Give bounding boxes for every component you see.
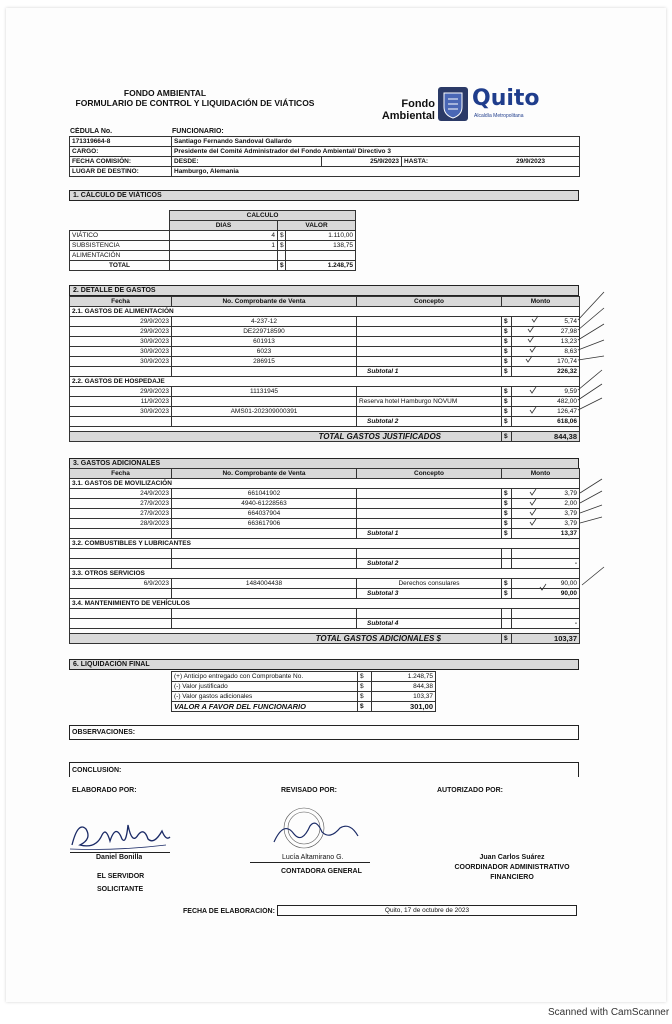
subtotal-2-value: 618,06 (512, 417, 580, 427)
lugar-label: LUGAR DE DESTINO: (70, 167, 172, 177)
fecha-header: Fecha (70, 297, 172, 307)
row-comprobante: 6023 (172, 347, 357, 357)
subtotal-2-label: Subtotal 2 (357, 559, 502, 569)
total-adicionales-value: 103,37 (512, 634, 580, 644)
row-comprobante: 601913 (172, 337, 357, 347)
signer-3-name: Juan Carlos Suárez (479, 854, 545, 861)
row-monto: 126,47 (512, 407, 580, 417)
valor-a-favor-label: VALOR A FAVOR DEL FUNCIONARIO (172, 702, 358, 712)
gastos-adicionales-label: (-) Valor gastos adicionales (172, 692, 358, 702)
subtotal-4-value: - (512, 619, 580, 629)
row-concepto: Derechos consulares (357, 579, 502, 589)
currency-symbol: $ (502, 317, 512, 327)
currency-symbol: $ (278, 231, 286, 241)
row-concepto (357, 407, 502, 417)
row-concepto (357, 519, 502, 529)
concepto-header: Concepto (357, 297, 502, 307)
signature-daniel-image (66, 815, 176, 857)
elaborado-label: ELABORADO POR: (72, 787, 137, 794)
row-fecha: 27/9/2023 (70, 509, 172, 519)
funcionario-label: FUNCIONARIO: (172, 128, 224, 135)
total-value: 1.248,75 (286, 261, 356, 271)
cargo-label: CARGO: (70, 147, 172, 157)
row-monto: 8,63 (512, 347, 580, 357)
logo-fondo-text: Fondo (401, 98, 435, 110)
comprobante-header: No. Comprobante de Venta (172, 469, 357, 479)
row-comprobante: 4-237-12 (172, 317, 357, 327)
row-concepto (357, 499, 502, 509)
signer-3-role-a: COORDINADOR ADMINISTRATIVO (454, 864, 570, 871)
row-fecha: 6/9/2023 (70, 579, 172, 589)
row-monto: 170,74 (512, 357, 580, 367)
section-3-title: 3. GASTOS ADICIONALES (69, 458, 579, 469)
funcionario-value: Santiago Fernando Sandoval Gallardo (172, 137, 580, 147)
currency-symbol: $ (502, 499, 512, 509)
currency-symbol: $ (358, 682, 372, 692)
signer-1-name: Daniel Bonilla (96, 854, 143, 861)
currency-symbol: $ (502, 337, 512, 347)
currency-symbol: $ (358, 692, 372, 702)
table-row (172, 692, 436, 702)
logo-quito-text: Quito (472, 86, 540, 111)
subsistencia-valor: 138,75 (286, 241, 356, 251)
row-comprobante (172, 397, 357, 407)
signer-2-name: Lucía Altamirano G. (282, 854, 344, 861)
hospedaje-subtitle: 2.2. GASTOS DE HOSPEDAJE (70, 377, 580, 387)
fecha-header: Fecha (70, 469, 172, 479)
section-6-title: 6. LIQUIDACIÓN FINAL (69, 659, 579, 670)
row-fecha: 29/9/2023 (70, 317, 172, 327)
subsistencia-label: SUBSISTENCIA (70, 241, 170, 251)
subsistencia-dias: 1 (170, 241, 278, 251)
total-label: TOTAL (70, 261, 170, 271)
currency-symbol: $ (502, 432, 512, 442)
logo-ambiental-text: Ambiental (381, 110, 435, 122)
observaciones-box (69, 725, 579, 740)
currency-symbol: $ (502, 579, 512, 589)
row-comprobante: 661041902 (172, 489, 357, 499)
row-monto: 3,79 (512, 509, 580, 519)
hasta-label: HASTA: (404, 157, 429, 165)
currency-symbol: $ (502, 367, 512, 377)
row-monto: 5,74 (512, 317, 580, 327)
subtotal-1-value: 13,37 (512, 529, 580, 539)
calculo-table (69, 210, 356, 271)
row-monto: 3,79 (512, 519, 580, 529)
row-comprobante: 4940-61228563 (172, 499, 357, 509)
currency-symbol: $ (502, 387, 512, 397)
row-comprobante: DE229718590 (172, 327, 357, 337)
row-fecha: 30/9/2023 (70, 407, 172, 417)
desde-value: 25/9/2023 (322, 157, 402, 167)
row-comprobante: 11131945 (172, 387, 357, 397)
observaciones-label: OBSERVACIONES: (72, 729, 136, 736)
subtotal-1-value: 226,32 (512, 367, 580, 377)
subtotal-4-label: Subtotal 4 (357, 619, 502, 629)
subtotal-3-label: Subtotal 3 (357, 589, 502, 599)
row-monto: 90,00 (512, 579, 580, 589)
cargo-value: Presidente del Comité Administrador del Fondo Ambiental/ Directivo 3 (172, 147, 580, 157)
monto-header: Monto (502, 469, 580, 479)
signer-1-role-b: SOLICITANTE (97, 886, 144, 893)
alimentacion-subtitle: 2.1. GASTOS DE ALIMENTACIÓN (70, 307, 580, 317)
gastos-adicionales-value: 103,37 (372, 692, 436, 702)
row-concepto (357, 327, 502, 337)
row-fecha: 27/9/2023 (70, 499, 172, 509)
currency-symbol: $ (502, 357, 512, 367)
scanner-watermark: Scanned with CamScanner (548, 1007, 670, 1018)
autorizado-label: AUTORIZADO POR: (437, 787, 503, 794)
anticipo-label: (+) Anticipo entregado con Comprobante No. (172, 672, 358, 682)
signer-3-role-b: FINANCIERO (490, 874, 534, 881)
row-monto: 27,98 (512, 327, 580, 337)
concepto-header: Concepto (357, 469, 502, 479)
form-title: FORMULARIO DE CONTROL Y LIQUIDACIÓN DE VIÁTICOS (75, 98, 315, 108)
row-concepto (357, 357, 502, 367)
alimentacion-label: ALIMENTACIÓN (70, 251, 170, 261)
row-monto: 9,59 (512, 387, 580, 397)
row-fecha: 30/9/2023 (70, 337, 172, 347)
currency-symbol: $ (502, 634, 512, 644)
viatico-valor: 1.110,00 (286, 231, 356, 241)
currency-symbol: $ (358, 702, 372, 712)
revisado-label: REVISADO POR: (281, 787, 338, 794)
currency-symbol: $ (502, 327, 512, 337)
signature-lucia-image (254, 800, 374, 860)
currency-symbol: $ (278, 241, 286, 251)
cedula-label: CÉDULA No. (70, 128, 113, 135)
table-row (172, 672, 436, 682)
row-comprobante: 286915 (172, 357, 357, 367)
currency-symbol: $ (502, 407, 512, 417)
currency-symbol: $ (358, 672, 372, 682)
signer-1-role-a: EL SERVIDOR (97, 873, 145, 880)
currency-symbol: $ (502, 509, 512, 519)
row-fecha: 29/9/2023 (70, 327, 172, 337)
row-monto: 2,00 (512, 499, 580, 509)
row-fecha: 30/9/2023 (70, 357, 172, 367)
valor-justificado-value: 844,38 (372, 682, 436, 692)
cedula-value: 171319664-8 (70, 137, 172, 147)
row-concepto (357, 387, 502, 397)
currency-symbol: $ (502, 519, 512, 529)
row-monto: 13,23 (512, 337, 580, 347)
currency-symbol: $ (502, 529, 512, 539)
subtotal-2-value: - (512, 559, 580, 569)
quito-shield-icon (438, 87, 468, 121)
row-fecha: 28/9/2023 (70, 519, 172, 529)
currency-symbol: $ (502, 589, 512, 599)
otros-servicios-subtitle: 3.3. OTROS SERVICIOS (70, 569, 580, 579)
liquidacion-final-table (171, 671, 436, 712)
conclusion-box (69, 762, 579, 777)
row-concepto: Reserva hotel Hamburgo NOVUM (357, 397, 502, 407)
subtotal-3-value: 90,00 (512, 589, 580, 599)
total-justificados-label: TOTAL GASTOS JUSTIFICADOS (70, 432, 502, 442)
valor-a-favor-value: 301,00 (372, 702, 436, 712)
signer-2-role: CONTADORA GENERAL (281, 868, 362, 875)
row-concepto (357, 509, 502, 519)
handwritten-checkmarks (500, 290, 610, 420)
row-comprobante: 664037904 (172, 509, 357, 519)
handwritten-checkmarks (500, 475, 610, 595)
row-monto: 3,79 (512, 489, 580, 499)
currency-symbol: $ (278, 261, 286, 271)
calculo-header: CALCULO (170, 211, 356, 221)
subtotal-2-label: Subtotal 2 (357, 417, 502, 427)
viatico-label: VIÁTICO (70, 231, 170, 241)
monto-header: Monto (502, 297, 580, 307)
total-justificados-value: 844,38 (512, 432, 580, 442)
fecha-elaboracion-label: FECHA DE ELABORACIÓN: (183, 908, 275, 915)
total-adicionales-label: TOTAL GASTOS ADICIONALES $ (70, 634, 502, 644)
conclusion-label: CONCLUSIÓN: (72, 767, 122, 774)
table-row (172, 682, 436, 692)
row-concepto (357, 347, 502, 357)
row-concepto (357, 489, 502, 499)
hasta-value: 29/9/2023 (516, 157, 545, 165)
dias-header: DIAS (170, 221, 278, 231)
currency-symbol: $ (502, 397, 512, 407)
viatico-dias: 4 (170, 231, 278, 241)
row-comprobante: 663617906 (172, 519, 357, 529)
movilizacion-subtitle: 3.1. GASTOS DE MOVILIZACIÓN (70, 479, 580, 489)
row-fecha: 30/9/2023 (70, 347, 172, 357)
signature-line (250, 862, 370, 863)
subtotal-1-label: Subtotal 1 (357, 529, 502, 539)
valor-justificado-label: (-) Valor justificado (172, 682, 358, 692)
logo-alcaldia-text: Alcaldía Metropolitana (474, 113, 524, 119)
currency-symbol: $ (502, 347, 512, 357)
section-1-title: 1. CÁLCULO DE VIÁTICOS (69, 190, 579, 201)
subtotal-1-label: Subtotal 1 (357, 367, 502, 377)
row-fecha: 24/9/2023 (70, 489, 172, 499)
info-table (69, 136, 580, 177)
currency-symbol: $ (502, 489, 512, 499)
valor-header: VALOR (278, 221, 356, 231)
section-2-title: 2. DETALLE DE GASTOS (69, 285, 579, 296)
desde-label: DESDE: (172, 157, 322, 167)
fecha-elaboracion-value: Quito, 17 de octubre de 2023 (277, 905, 577, 916)
row-monto: 482,00 (512, 397, 580, 407)
fecha-comision-label: FECHA COMISIÓN: (70, 157, 172, 167)
anticipo-value: 1.248,75 (372, 672, 436, 682)
row-fecha: 29/9/2023 (70, 387, 172, 397)
row-comprobante: 1484004438 (172, 579, 357, 589)
lugar-value: Hamburgo, Alemania (172, 167, 580, 177)
row-comprobante: AMS01-202309000391 (172, 407, 357, 417)
row-fecha: 11/9/2023 (70, 397, 172, 407)
mantenimiento-subtitle: 3.4. MANTENIMIENTO DE VEHÍCULOS (70, 599, 580, 609)
currency-symbol: $ (502, 417, 512, 427)
row-concepto (357, 317, 502, 327)
fund-name: FONDO AMBIENTAL (123, 88, 207, 98)
row-concepto (357, 337, 502, 347)
comprobante-header: No. Comprobante de Venta (172, 297, 357, 307)
combustibles-subtitle: 3.2. COMBUSTIBLES Y LUBRICANTES (70, 539, 580, 549)
